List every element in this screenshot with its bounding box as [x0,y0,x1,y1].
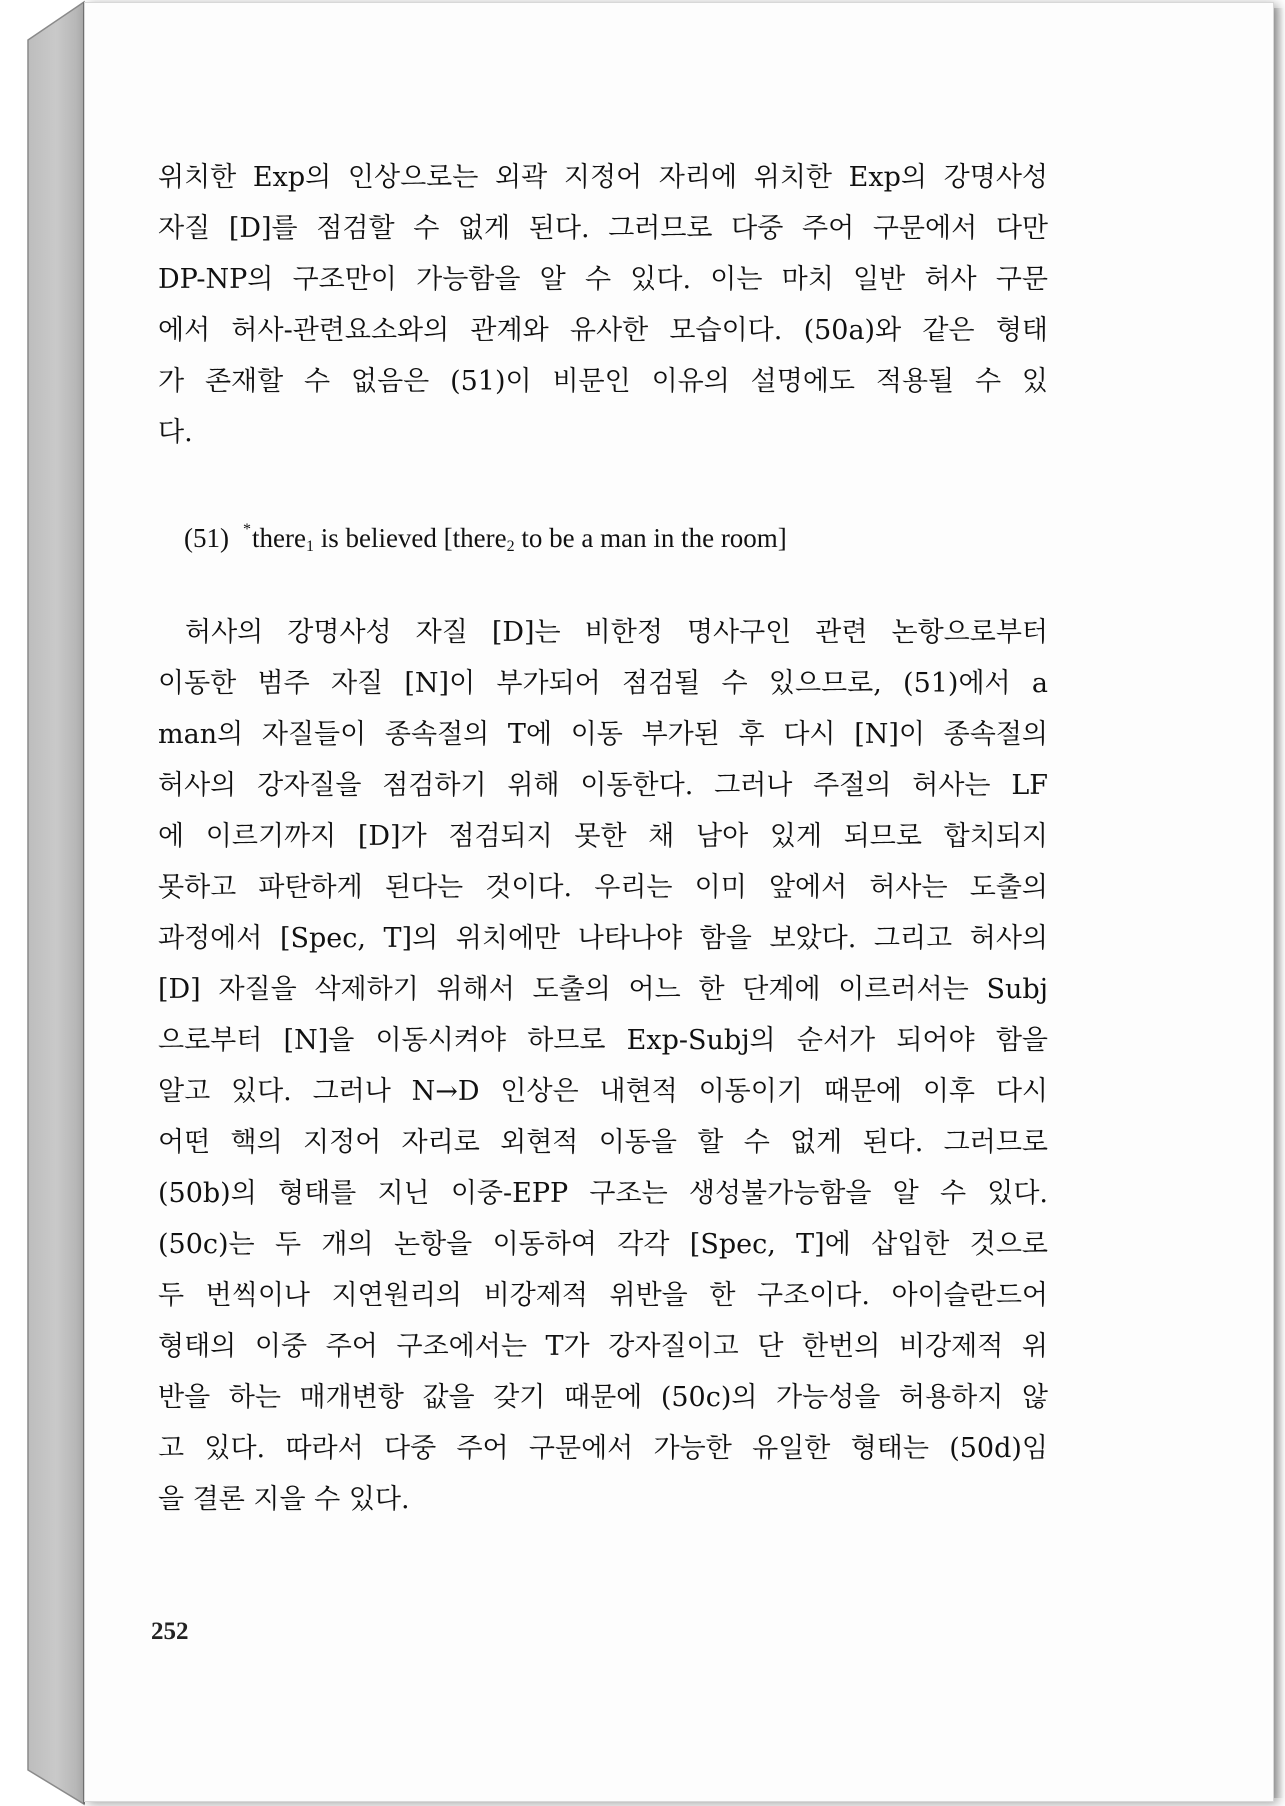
page-number: 252 [151,1618,189,1645]
text-line: (50b)의 형태를 지닌 이중-EPP 구조는 생성불가능함을 알 수 있다. [158,1178,1048,1209]
example-51 [184,505,1044,572]
text-line: 허사의 강명사성 자질 [D]는 비한정 명사구인 관련 논항으로부터 [185,617,1048,648]
example-text: there [251,523,306,553]
example-text: is believed [there [313,523,507,553]
example-text: to be a man in the room] [514,523,787,553]
text-line: 에 이르기까지 [D]가 점검되지 못한 채 남아 있게 되므로 합치되지 [158,821,1048,852]
text-line: 위치한 Exp의 인상으로는 외곽 지정어 자리에 위치한 Exp의 강명사성 [158,162,1048,193]
index-subscript: 2 [506,538,515,555]
text-line: DP-NP의 구조만이 가능함을 알 수 있다. 이는 마치 일반 허사 구문 [158,264,1048,295]
text-line: man의 자질들이 종속절의 T에 이동 부가된 후 다시 [N]이 종속절의 [158,719,1048,750]
text-line: 어떤 핵의 지정어 자리로 외현적 이동을 할 수 없게 된다. 그러므로 [158,1127,1048,1158]
text-line: 가 존재할 수 없음은 (51)이 비문인 이유의 설명에도 적용될 수 있 [158,366,1048,397]
text-line: 다. [158,417,193,448]
text-line: (50c)는 두 개의 논항을 이동하여 각각 [Spec, T]에 삽입한 것으로 [158,1229,1048,1260]
text-line: 자질 [D]를 점검할 수 없게 된다. 그러므로 다중 주어 구문에서 다만 [158,213,1048,244]
text-line: 못하고 파탄하게 된다는 것이다. 우리는 이미 앞에서 허사는 도출의 [158,872,1048,903]
text-line: 반을 하는 매개변항 값을 갖기 때문에 (50c)의 가능성을 허용하지 않 [158,1382,1048,1413]
text-line: 형태의 이중 주어 구조에서는 T가 강자질이고 단 한번의 비강제적 위 [158,1331,1048,1362]
text-line: 두 번씩이나 지연원리의 비강제적 위반을 한 구조이다. 아이슬란드어 [158,1280,1048,1311]
ungrammatical-mark: * [242,521,251,538]
text-line: 고 있다. 따라서 다중 주어 구문에서 가능한 유일한 형태는 (50d)임 [158,1433,1048,1464]
text-line: 을 결론 지을 수 있다. [158,1484,410,1515]
text-line: 에서 허사-관련요소와의 관계와 유사한 모습이다. (50a)와 같은 형태 [158,315,1048,346]
paragraph-1 [158,152,1048,458]
text-line: 이동한 범주 자질 [N]이 부가되어 점검될 수 있으므로, (51)에서 a [158,668,1048,699]
text-line: 알고 있다. 그러나 N→D 인상은 내현적 이동이기 때문에 이후 다시 [158,1076,1048,1107]
book-edge [0,0,90,1806]
text-line: 으로부터 [N]을 이동시켜야 하므로 Exp-Subj의 순서가 되어야 함을 [158,1025,1048,1056]
text-line: 과정에서 [Spec, T]의 위치에만 나타나야 함을 보았다. 그리고 허사의 [158,923,1048,954]
paragraph-2 [158,607,1048,1525]
index-subscript: 1 [305,538,314,555]
text-line: 허사의 강자질을 점검하기 위해 이동한다. 그러나 주절의 허사는 LF [158,770,1048,801]
example-number: (51) [184,523,229,553]
text-line: [D] 자질을 삭제하기 위해서 도출의 어느 한 단계에 이르러서는 Subj [158,974,1048,1005]
